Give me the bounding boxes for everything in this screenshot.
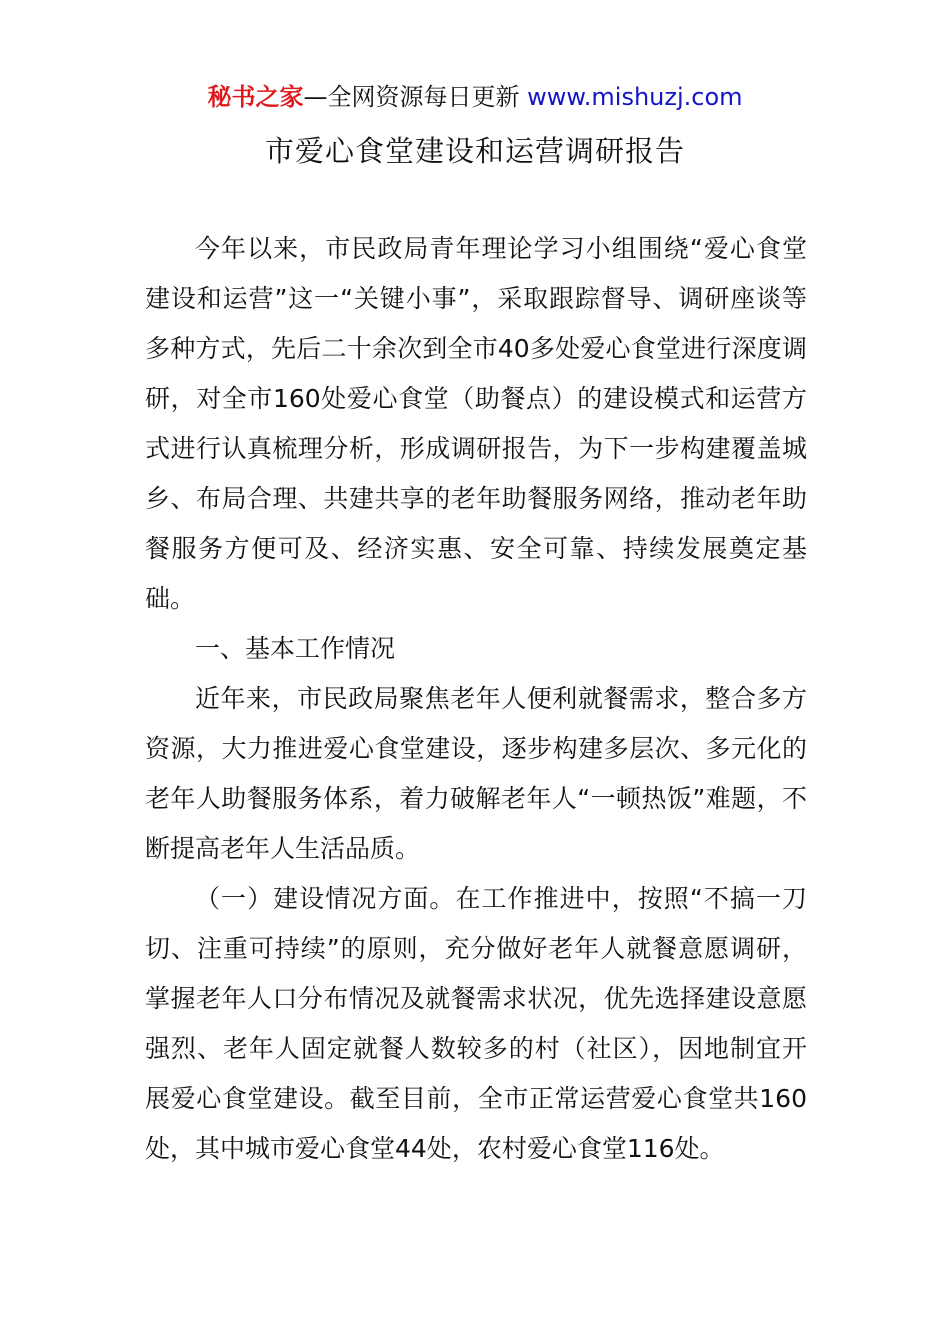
paragraph-intro: 今年以来，市民政局青年理论学习小组围绕“爱心食堂建设和运营”这一“关键小事”，采取跟踪督导、调研座谈等多种方式，先后二十余次到全市40多处爱心食堂进行深度调研，对全市160处爱心食堂（助餐点）的建设模式和运营方式进行认真梳理分析，形成调研报告，为下一步构建覆盖城乡、布局合理、共建共享的老年助餐服务网络，推动老年助餐服务方便可及、经济实惠、安全可靠、持续发展奠定基础。 (145, 234, 807, 613)
site-header (0, 80, 950, 114)
header-tagline: —全网资源每日更新 (303, 83, 528, 111)
site-url-link[interactable]: www.mishuzj.com (527, 83, 743, 111)
paragraph-construction: （一）建设情况方面。在工作推进中，按照“不搞一刀切、注重可持续”的原则，充分做好老年人就餐意愿调研，掌握老年人口分布情况及就餐需求状况，优先选择建设意愿强烈、老年人固定就餐人数较多的村（社区），因地制宜开展爱心食堂建设。截至目前，全市正常运营爱心食堂共160处，其中城市爱心食堂44处，农村爱心食堂116处。 (145, 884, 807, 1163)
document-title: 市爱心食堂建设和运营调研报告 (264, 134, 685, 168)
document-body (145, 224, 807, 1174)
section-heading-basic-work: 一、基本工作情况 (195, 634, 396, 663)
brand-name: 秘书之家 (207, 83, 304, 111)
paragraph-overview: 近年来，市民政局聚焦老年人便利就餐需求，整合多方资源，大力推进爱心食堂建设，逐步构建多层次、多元化的老年人助餐服务体系，着力破解老年人“一顿热饭”难题，不断提高老年人生活品质。 (145, 684, 807, 863)
